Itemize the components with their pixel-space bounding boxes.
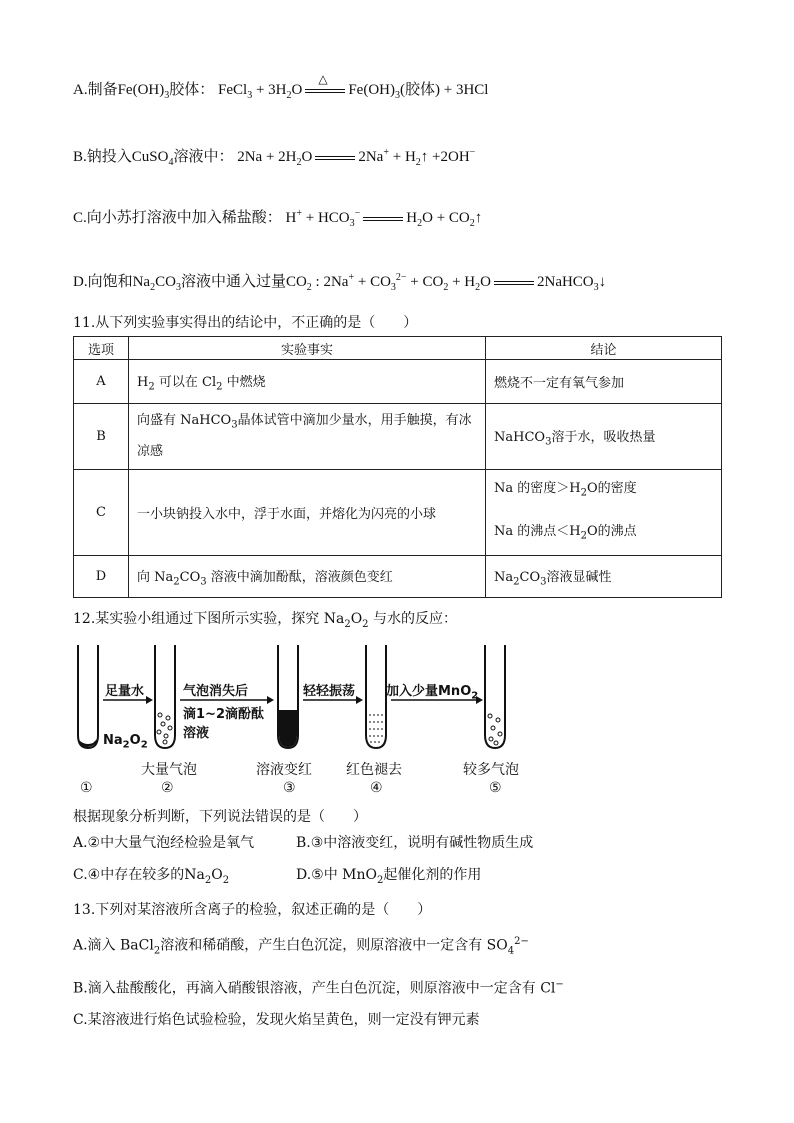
equals-arrow-icon [494,278,534,288]
fact-text2: 溶液中滴加酚酞，溶液颜色变红 [210,569,393,585]
q10-d-prefix: D.向饱和 [73,274,133,290]
q13-a-text: A.滴入 [73,937,116,954]
heat-symbol: △ [318,71,328,86]
tube-caption-3: 溶液变红 [256,762,312,778]
q12-stem: 12.某实验小组通过下图所示实验，探究 $Na_2O_2$ 与水的反应： [73,611,457,630]
na2o2-label: $Na_2O_2$ [103,733,148,751]
q10-option-b: B.钠投入CuSO$_4$溶液中： $2Na + 2H_2O$ $2Na^+ + H_2↑ +2OH^-$ [73,147,476,168]
tube-caption-4: 红色褪去 [346,762,402,778]
concl1: Na 的密度＞ [494,481,570,496]
row-option: A [74,360,129,404]
conclusion-line-2: Na 的沸点$<H_2O$的沸点 [494,523,637,542]
colloid-label: 胶体 [405,82,436,98]
q10-b-text: 溶液中： [173,149,234,165]
q12-option-a: A.②中大量气泡经检验是氧气 [73,835,255,851]
row-fact: 向盛有 NaHCO$_3$晶体试管中滴加少量水，用手触摸，有冰凉感 [129,404,486,470]
test-tube-3-icon [278,645,298,748]
q10-option-a: A.制备$Fe(OH)_3$胶体： FeCl$_3$ + $3H_2O$ △ $Fe(OH)_3$(胶体) + 3HCl [73,80,488,106]
row-conclusion: NaHCO$_3$溶于水，吸收热量 [486,404,722,470]
q10-a-prefix: A.制备Fe [73,82,133,98]
tube-caption-2: 大量气泡 [141,762,197,778]
row-option: C [74,470,129,556]
equals-arrow-icon [315,153,355,163]
row-fact: 一小块钠投入水中，浮于水面，并熔化为闪亮的小球 [129,470,486,556]
fact-text: 向 [137,569,151,585]
table-row [74,360,722,404]
q10-c-text: C.向小苏打溶液中加入稀盐酸： [73,210,282,226]
tube-number-2: ② [161,780,174,796]
step-label-2: 气泡消失后 [183,684,249,699]
row-conclusion: $Na_2CO_3$溶液显碱性 [486,556,722,598]
tube-number-4: ④ [370,780,383,796]
q12-c-text: C.④中存在较多的 [73,867,185,883]
row-conclusion [486,470,722,556]
q13-a-text2: 溶液和稀硝酸，产生白色沉淀，则原溶液中一定含有 [160,937,483,954]
q12-d-text2: 起催化剂的作用 [383,867,482,883]
fact-text2: 晶体试管中滴加少量水，用手触摸，有冰凉感 [137,413,472,459]
test-tube-4-icon [366,645,386,748]
conclusion-line-1: Na 的密度$>H_2O$的密度 [494,481,637,499]
step-label-6: 加入少量MnO$_2$ [386,684,479,702]
tube-number-3: ③ [283,780,296,796]
q13-option-c: C.某溶液进行焰色试验检验，发现火焰呈黄色，则一定没有钾元素 [73,1012,480,1028]
fact-text2: 中燃烧 [226,374,266,390]
row-fact: $H_2$ 可以在 $Cl_2$ 中燃烧 [129,360,486,404]
na-text: Na [103,733,123,748]
heat-arrow-icon [305,71,345,96]
row-option: D [74,556,129,598]
concl1b: 的密度 [597,481,637,496]
conclusion-text: 溶液显碱性 [546,569,612,585]
step-6-text: 加入少量MnO [386,684,472,699]
q10-option-c: C.向小苏打溶液中加入稀盐酸： $H^+ + HCO_3^-$ $H_2O$ + $CO_2↑$ [73,208,483,229]
q12-stem-text: 12.某实验小组通过下图所示实验，探究 [73,611,320,627]
q10-d-text: 溶液中通入过量 [180,274,286,290]
header-fact: 实验事实 [129,337,486,360]
q10-b-prefix: B.钠投入CuSO [73,149,169,165]
tube-number-5: ⑤ [489,780,502,796]
q12-option-d: D.⑤中 MnO$_2$起催化剂的作用 [296,867,482,886]
table-header-row [74,337,722,360]
q13-option-a: A.滴入 BaCl$_2$溶液和稀硝酸，产生白色沉淀，则原溶液中一定含有 $SO_4^{2-}$ [73,936,529,957]
q12-d-text: D.⑤中 [296,867,338,883]
q11-stem: 11.从下列实验事实得出的结论中，不正确的是（ ） [73,315,418,331]
q12-question: 根据现象分析判断，下列说法错误的是（ ） [73,809,367,825]
test-tube-5-icon [485,645,505,748]
tube-caption-5: 较多气泡 [463,762,519,778]
row-fact: 向 $Na_2CO_3$ 溶液中滴加酚酞，溶液颜色变红 [129,556,486,598]
step-label-5: 轻轻振荡 [303,684,356,699]
test-tube-1-icon [78,645,98,748]
q13-stem: 13.下列对某溶液所含离子的检验，叙述正确的是（ ） [73,902,432,918]
q12-option-c: C.④中存在较多的$Na_2O_2$ [73,867,230,886]
q12-stem-text2: 与水的反应： [373,611,457,627]
header-option: 选项 [74,337,129,360]
test-tube-2-icon [155,645,175,748]
header-conclusion: 结论 [486,337,722,360]
conclusion-text: 溶于水，吸收热量 [551,429,656,445]
q11-table [73,336,722,598]
equals-arrow-icon [363,214,403,224]
row-option: B [74,404,129,470]
q10-a-text: 胶体： [169,82,215,98]
step-label-3: 滴1~2滴酚酞 [183,707,264,722]
q12-option-b: B.③中溶液变红，说明有碱性物质生成 [296,835,534,851]
fact-text: 向盛有 [137,413,177,429]
row-conclusion: 燃烧不一定有氧气参加 [486,360,722,404]
step-label-1: 足量水 [105,684,145,699]
q10-option-d: D.向饱和$Na_2CO_3$溶液中通入过量$CO_2$ : $2Na^+ + CO_3^{2-} + CO_2 + H_2O$ 2NaHCO$_3$↓ [73,272,607,293]
table-row [74,470,722,556]
tube-number-1: ① [80,780,93,796]
q13-option-b: B.滴入盐酸酸化，再滴入硝酸银溶液，产生白色沉淀，则原溶液中一定含有 Cl− [73,979,564,997]
step-label-4: 溶液 [183,726,210,741]
table-row [74,404,722,470]
q13-b-text: B.滴入盐酸酸化，再滴入硝酸银溶液，产生白色沉淀，则原溶液中一定含有 [73,980,536,997]
fact-text: 可以在 [158,374,198,390]
concl2: Na 的沸点＜ [494,523,570,539]
table-row [74,556,722,598]
concl2b: 的沸点 [597,523,637,539]
